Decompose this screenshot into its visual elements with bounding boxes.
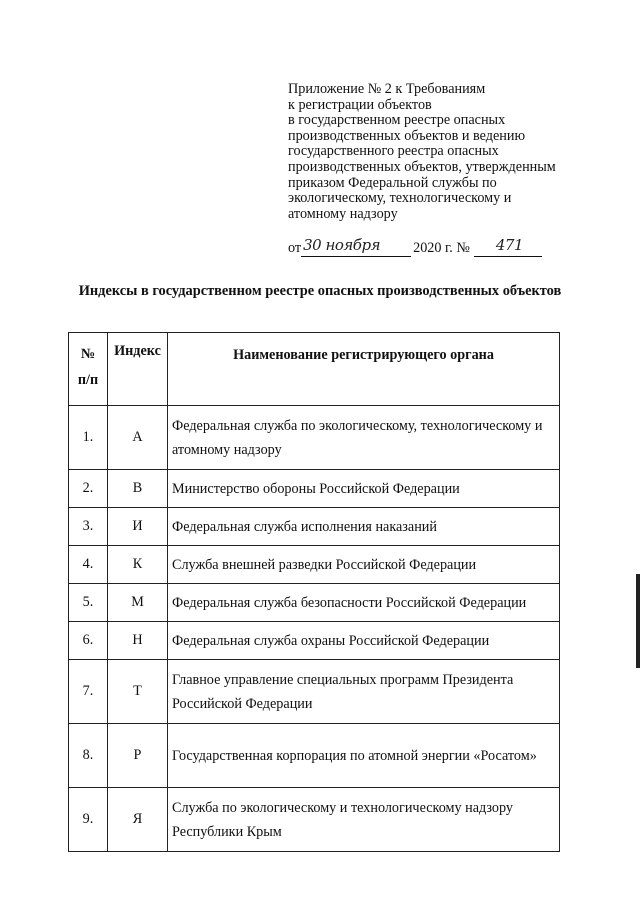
appendix-line: приказом Федеральной службы по	[288, 174, 497, 191]
row-name: Федеральная служба исполнения наказаний	[168, 508, 560, 546]
header-number	[69, 333, 108, 406]
header-name: Наименование регистрирующего органа	[168, 333, 560, 406]
row-name: Министерство обороны Российской Федерации	[168, 470, 560, 508]
row-number: 3.	[69, 508, 108, 546]
row-name: Федеральная служба по экологическому, технологическому и атомному надзору	[168, 406, 560, 470]
appendix-line: экологическому, технологическому и	[288, 190, 512, 207]
year-number-label: 2020 г. №	[413, 240, 470, 256]
row-number: 1.	[69, 406, 108, 470]
row-index: И	[108, 508, 168, 546]
row-name: Служба внешней разведки Российской Федерации	[168, 546, 560, 584]
order-number-field	[474, 238, 542, 257]
row-number: 5.	[69, 584, 108, 622]
table-row	[69, 622, 560, 660]
row-index: К	[108, 546, 168, 584]
table-row	[69, 584, 560, 622]
table-row	[69, 546, 560, 584]
table-row	[69, 660, 560, 724]
table-row	[69, 470, 560, 508]
row-index: А	[108, 406, 168, 470]
appendix-line: производственных объектов и ведению	[288, 127, 526, 144]
header-number-line2: п/п	[77, 372, 99, 388]
table-row	[69, 788, 560, 852]
row-index: Н	[108, 622, 168, 660]
row-index: Р	[108, 724, 168, 788]
scan-edge-mark	[636, 574, 640, 668]
row-number: 6.	[69, 622, 108, 660]
row-number: 9.	[69, 788, 108, 852]
header-number-line1: №	[80, 346, 96, 362]
appendix-line: производственных объектов, утвержденным	[288, 158, 556, 175]
row-number: 2.	[69, 470, 108, 508]
row-name: Федеральная служба охраны Российской Федерации	[168, 622, 560, 660]
row-name: Служба по экологическому и технологическому надзору Республики Крым	[168, 788, 560, 852]
appendix-line: к регистрации объектов	[288, 96, 432, 113]
table-row	[69, 406, 560, 470]
header-index: Индекс	[108, 333, 168, 406]
table-row	[69, 508, 560, 546]
row-name: Федеральная служба безопасности Российской Федерации	[168, 584, 560, 622]
document-title: Индексы в государственном реестре опасных производственных объектов	[78, 283, 562, 299]
appendix-line: атомному надзору	[288, 205, 398, 222]
indices-table	[68, 332, 560, 852]
appendix-line: в государственном реестре опасных	[288, 112, 506, 129]
row-index: Т	[108, 660, 168, 724]
row-number: 4.	[69, 546, 108, 584]
row-name: Государственная корпорация по атомной энергии «Росатом»	[168, 724, 560, 788]
appendix-header	[288, 82, 588, 222]
appendix-line: Приложение № 2 к Требованиям	[288, 81, 486, 97]
date-field	[301, 238, 411, 257]
row-number: 8.	[69, 724, 108, 788]
row-name: Главное управление специальных программ Президента Российской Федерации	[168, 660, 560, 724]
row-index: Я	[108, 788, 168, 852]
table-row	[69, 724, 560, 788]
order-date-line	[288, 238, 542, 262]
row-index: М	[108, 584, 168, 622]
table-header-row	[69, 333, 560, 406]
row-number: 7.	[69, 660, 108, 724]
appendix-line: государственного реестра опасных	[288, 143, 499, 160]
handwritten-number: 471	[495, 236, 524, 254]
row-index: В	[108, 470, 168, 508]
date-prefix: от	[288, 240, 302, 256]
handwritten-date: 30 ноября	[303, 236, 380, 254]
